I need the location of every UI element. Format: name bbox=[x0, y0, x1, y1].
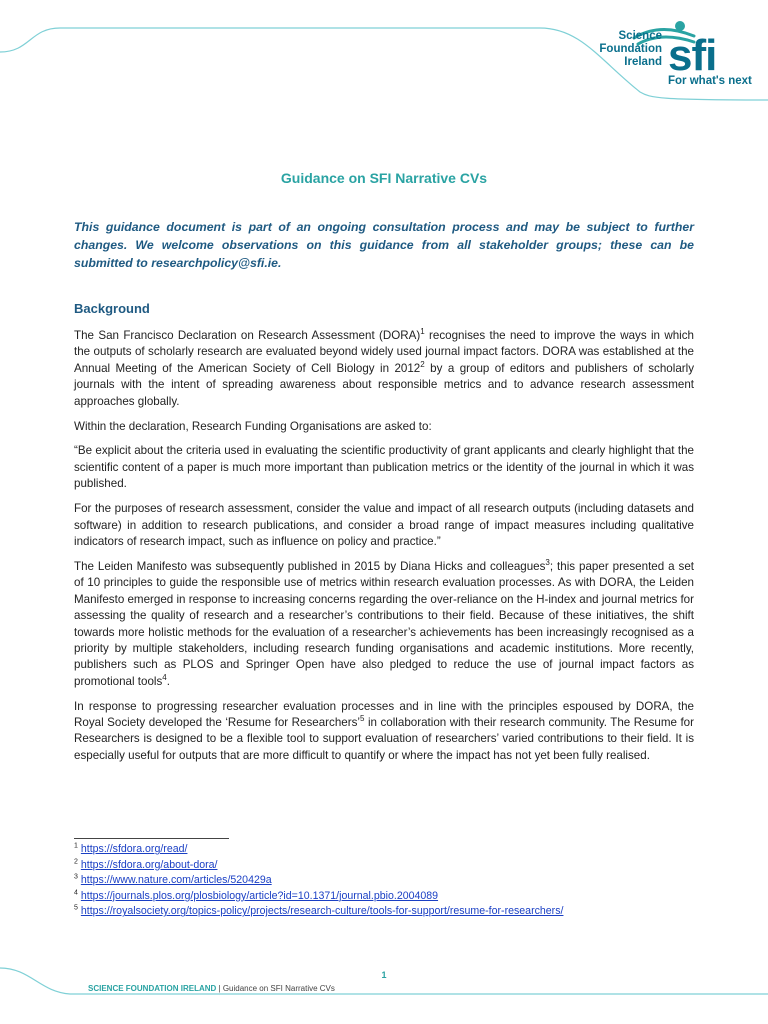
logo-tagline: For what's next bbox=[668, 75, 752, 87]
footnote-item: $^3$ https://www.nature.com/articles/520429a bbox=[74, 873, 272, 887]
footnote-item: $^5$ https://royalsociety.org/topics-policy/projects/research-culture/tools-for-support/resume-for-researchers/ bbox=[74, 904, 564, 918]
footnote-divider bbox=[74, 838, 229, 839]
logo-line-2: Foundation bbox=[599, 43, 662, 55]
section-heading: Background bbox=[74, 301, 150, 316]
footer-org: SCIENCE FOUNDATION IRELAND bbox=[88, 984, 217, 993]
paragraph-quote-1: “Be explicit about the criteria used in evaluating the scientific productivity of grant applicants and clearly highlight that the scientific content of a paper is much more important than publication metrics or the identity of the journal in which it was published. bbox=[74, 444, 694, 491]
document-body bbox=[74, 328, 694, 773]
logo-line-1: Science bbox=[618, 30, 662, 42]
logo-org-name bbox=[599, 30, 662, 69]
paragraph-leiden: The Leiden Manifesto was subsequently published in 2015 by Diana Hicks and colleagues$^3$; this paper presented a set of 10 principles to guide the responsible use of metrics within research evaluation processes. As with DORA, the Leiden Manifesto emerged in response to increasing concerns regarding the over-reliance on the H-index and journal metrics for assessing the quality of research and a researcher’s contributions to their field. Because of these initiatives, the shift towards more holistic methods for the evaluation of a researcher’s achievements has been increasingly recognised as a priority by multiple stakeholders, including research funding organisations and academic institutions. More recently, publishers such as PLOS and Springer Open have also pledged to reduce the use of journal impact factors as promotional tools$^4$. bbox=[74, 558, 694, 688]
consultation-notice: This guidance document is part of an ongoing consultation process and may be subject to further changes. We welcome observations on this guidance from all stakeholder groups; these can be submitted to researchpolicy@sfi.ie. bbox=[74, 220, 694, 270]
footnote-link[interactable]: https://www.nature.com/articles/520429a bbox=[80, 874, 272, 887]
logo-mark: sfi bbox=[668, 31, 717, 80]
paragraph-dora: The San Francisco Declaration on Research Assessment (DORA)$^1$ recognises the need to improve the ways in which the outputs of scholarly research are evaluated beyond widely used journal impact factors. DORA was established at the Annual Meeting of the American Society of Cell Biology in 2012$^2$ by a group of editors and publishers of scholarly journals with the intent of spreading awareness about responsible metrics and to advance research assessment approaches globally. bbox=[74, 327, 694, 408]
document-title: Guidance on SFI Narrative CVs bbox=[280, 170, 488, 186]
footnote-link[interactable]: https://journals.plos.org/plosbiology/article?id=10.1371/journal.pbio.2004089 bbox=[80, 889, 439, 902]
footer-doc-title: Guidance on SFI Narrative CVs bbox=[222, 984, 335, 993]
footnotes bbox=[74, 842, 563, 920]
footnote-ref[interactable]: 5 bbox=[359, 714, 365, 724]
paragraph-declaration: Within the declaration, Research Funding Organisations are asked to: bbox=[74, 419, 432, 433]
footnote-item: $^4$ https://journals.plos.org/plosbiology/article?id=10.1371/journal.pbio.2004089 bbox=[74, 889, 439, 902]
footnote-ref[interactable]: 4 bbox=[162, 672, 167, 682]
paragraph-quote-2: For the purposes of research assessment, consider the value and impact of all research outputs (including datasets and software) in addition to research publications, and consider a broad range of impact measures including qualitative indicators of research impact, such as influence on policy and practice.” bbox=[74, 502, 694, 548]
footnote-link[interactable]: https://sfdora.org/read/ bbox=[80, 843, 188, 855]
footnote-link[interactable]: https://sfdora.org/about-dora/ bbox=[80, 858, 218, 871]
footnote-item: $^2$ https://sfdora.org/about-dora/ bbox=[74, 858, 218, 871]
footnote-ref[interactable]: 1 bbox=[420, 327, 425, 337]
footer-separator: | bbox=[216, 984, 223, 993]
footnote-item: $^1$ https://sfdora.org/read/ bbox=[74, 842, 188, 855]
paragraph-royal-society: In response to progressing researcher evaluation processes and in line with the principles espoused by DORA, the Royal Society developed the ‘Resume for Researchers’$^5$ in collaboration with their research community. The Resume for Researchers is designed to be a flexible tool to support evaluation of researchers’ varied contributions to their field. It is especially useful for outputs that are more difficult to quantify or where the impact has not yet been fully realised. bbox=[74, 699, 694, 762]
page-footer bbox=[88, 984, 335, 993]
footnote-ref[interactable]: 3 bbox=[545, 558, 550, 568]
page-number: 1 bbox=[381, 970, 387, 980]
footnote-link[interactable]: https://royalsociety.org/topics-policy/projects/research-culture/tools-for-support/resume-for-researchers/ bbox=[80, 905, 564, 918]
logo-line-3: Ireland bbox=[624, 56, 662, 68]
footnote-ref[interactable]: 2 bbox=[420, 359, 425, 369]
